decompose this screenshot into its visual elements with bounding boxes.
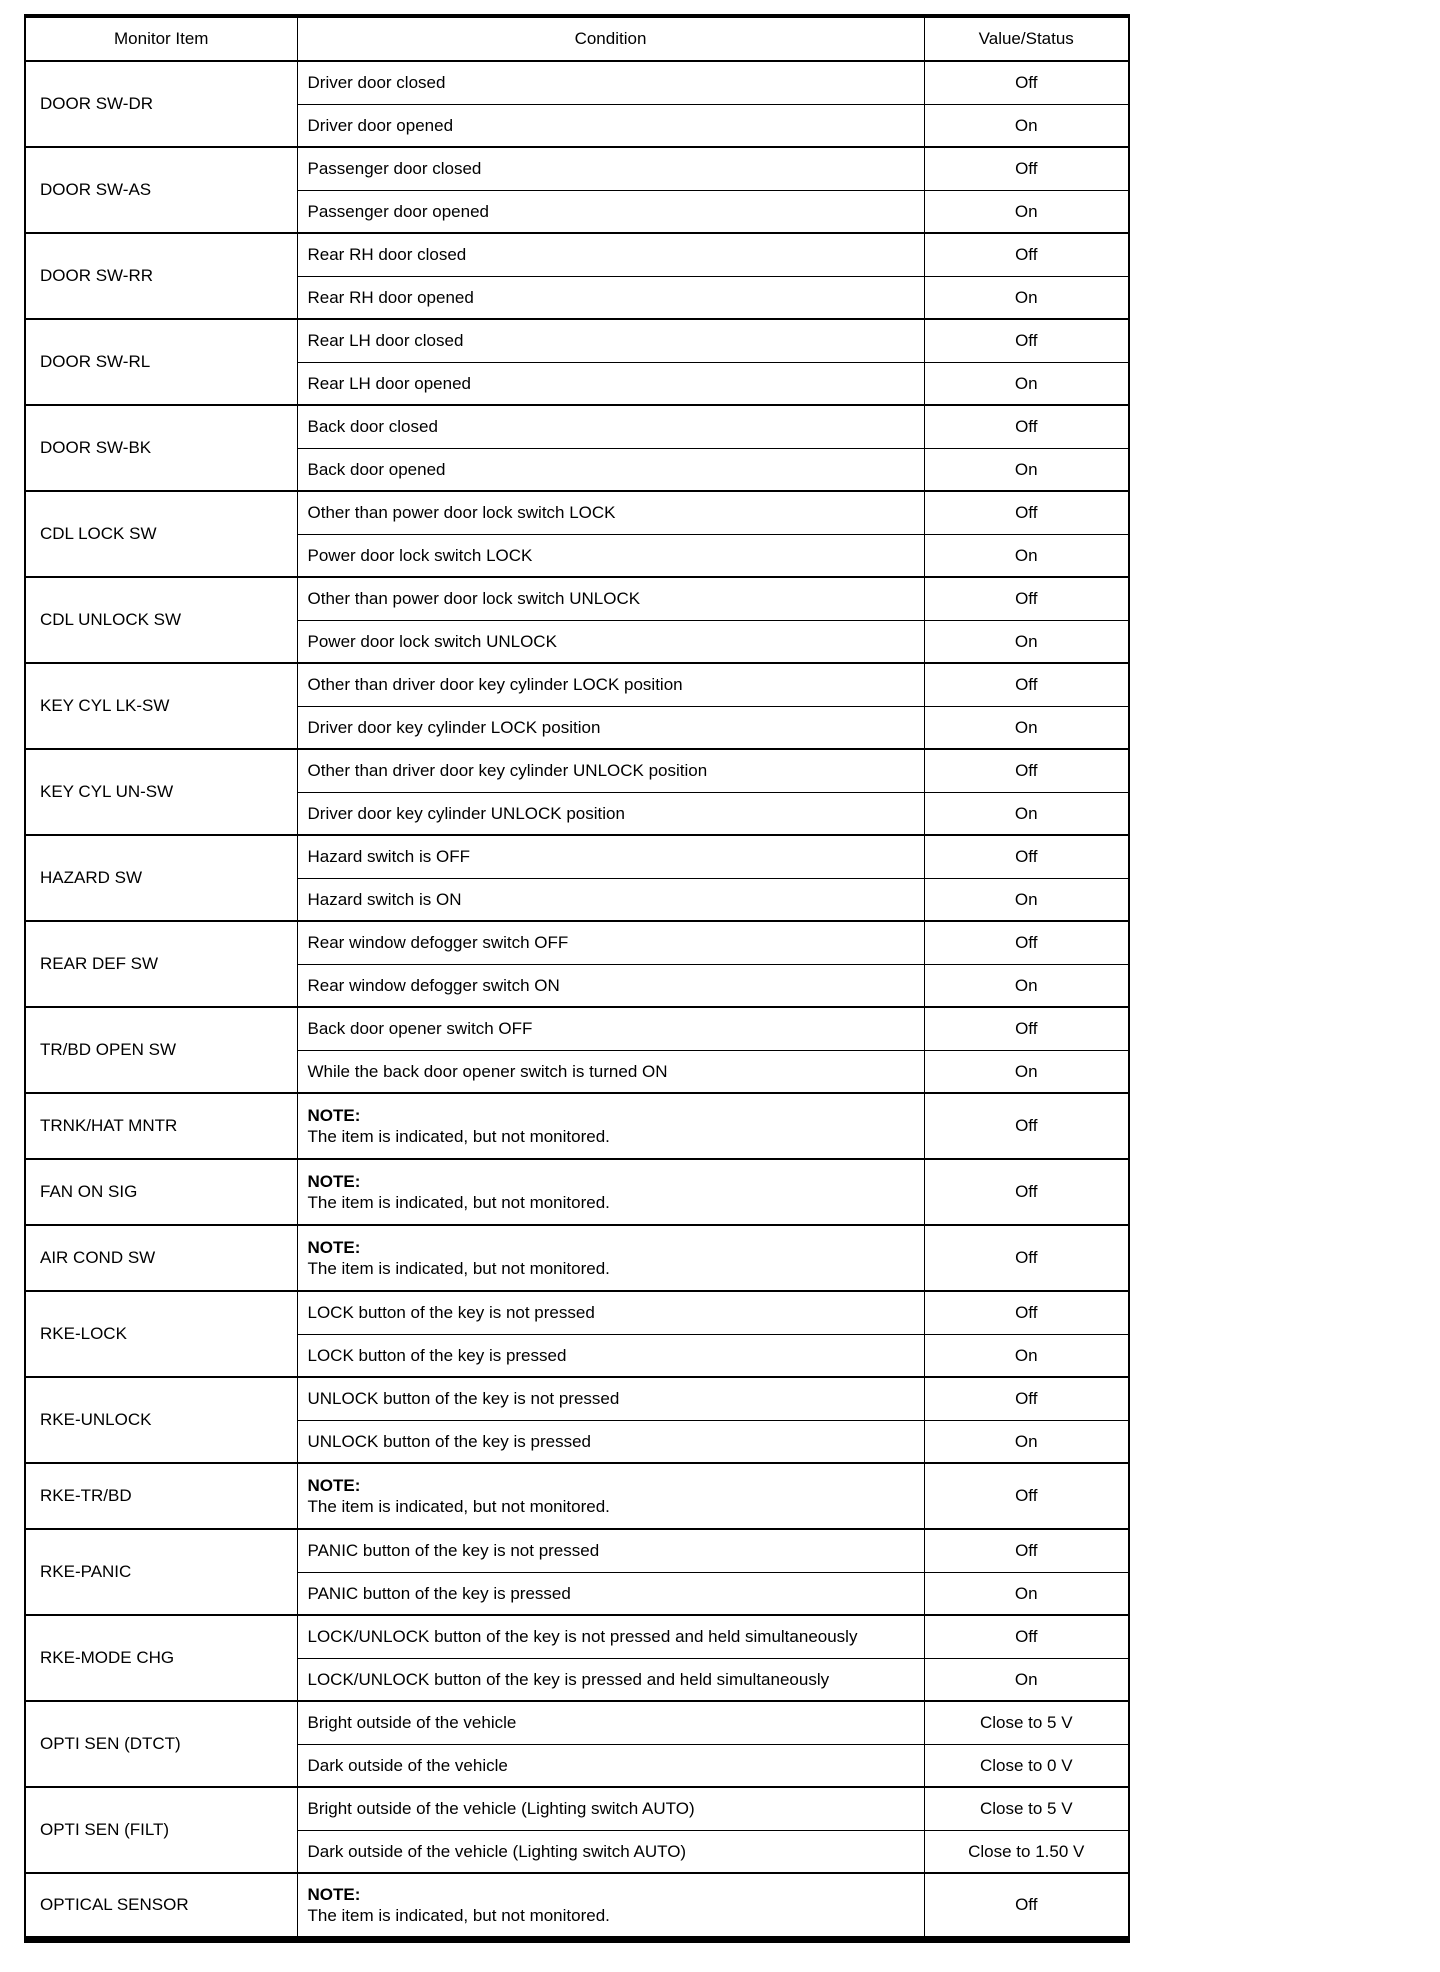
monitor-item-cell: RKE-LOCK: [25, 1291, 297, 1377]
table-row: [25, 61, 1129, 104]
table-row: [25, 577, 1129, 620]
header-value-status: Value/Status: [924, 16, 1129, 61]
condition-cell: Dark outside of the vehicle (Lighting switch AUTO): [297, 1830, 924, 1873]
condition-cell: While the back door opener switch is turned ON: [297, 1050, 924, 1093]
note-text: The item is indicated, but not monitored.: [307, 1193, 610, 1212]
monitor-item-cell: RKE-PANIC: [25, 1529, 297, 1615]
table-row: [25, 1615, 1129, 1658]
monitor-item-cell: KEY CYL UN-SW: [25, 749, 297, 835]
value-status-cell: On: [924, 1420, 1129, 1463]
note-text: The item is indicated, but not monitored.: [307, 1259, 610, 1278]
value-status-cell: Off: [924, 749, 1129, 792]
condition-cell: Back door opened: [297, 448, 924, 491]
table-header-row: [25, 16, 1129, 61]
value-status-cell: On: [924, 448, 1129, 491]
value-status-cell: Off: [924, 233, 1129, 276]
table-row: [25, 749, 1129, 792]
table-row: [25, 1093, 1129, 1159]
table-row: [25, 1463, 1129, 1529]
condition-cell: Other than driver door key cylinder LOCK position: [297, 663, 924, 706]
condition-cell: UNLOCK button of the key is pressed: [297, 1420, 924, 1463]
condition-cell: LOCK button of the key is not pressed: [297, 1291, 924, 1334]
condition-cell: [297, 1093, 924, 1159]
condition-cell: Power door lock switch LOCK: [297, 534, 924, 577]
value-status-cell: On: [924, 878, 1129, 921]
value-status-cell: Off: [924, 1093, 1129, 1159]
note-text: The item is indicated, but not monitored.: [307, 1127, 610, 1146]
value-status-cell: On: [924, 792, 1129, 835]
note-label: NOTE:: [307, 1237, 361, 1257]
value-status-cell: On: [924, 104, 1129, 147]
note-text: The item is indicated, but not monitored.: [307, 1905, 610, 1925]
table-body: [25, 61, 1129, 1939]
value-status-cell: Off: [924, 1615, 1129, 1658]
condition-cell: Hazard switch is ON: [297, 878, 924, 921]
value-status-cell: Off: [924, 577, 1129, 620]
monitor-item-cell: CDL UNLOCK SW: [25, 577, 297, 663]
value-status-cell: Off: [924, 921, 1129, 964]
value-status-cell: Off: [924, 147, 1129, 190]
condition-cell: Back door opener switch OFF: [297, 1007, 924, 1050]
value-status-cell: On: [924, 276, 1129, 319]
condition-cell: [297, 1463, 924, 1529]
condition-cell: Rear RH door closed: [297, 233, 924, 276]
condition-cell: [297, 1225, 924, 1291]
table-row: [25, 1377, 1129, 1420]
condition-cell: Other than driver door key cylinder UNLOCK position: [297, 749, 924, 792]
monitor-item-cell: DOOR SW-AS: [25, 147, 297, 233]
value-status-cell: On: [924, 1658, 1129, 1701]
condition-cell: PANIC button of the key is pressed: [297, 1572, 924, 1615]
table-row: [25, 491, 1129, 534]
monitor-item-cell: DOOR SW-RR: [25, 233, 297, 319]
table-header: [25, 16, 1129, 61]
monitor-item-cell: OPTI SEN (DTCT): [25, 1701, 297, 1787]
note-label: NOTE:: [307, 1884, 361, 1904]
note-text: The item is indicated, but not monitored.: [307, 1497, 610, 1516]
condition-cell: Rear LH door opened: [297, 362, 924, 405]
value-status-cell: Off: [924, 319, 1129, 362]
monitor-item-cell: RKE-TR/BD: [25, 1463, 297, 1529]
value-status-cell: Off: [924, 405, 1129, 448]
condition-cell: Driver door key cylinder UNLOCK position: [297, 792, 924, 835]
condition-cell: Rear LH door closed: [297, 319, 924, 362]
condition-cell: Power door lock switch UNLOCK: [297, 620, 924, 663]
table-row: [25, 1291, 1129, 1334]
value-status-cell: Off: [924, 1873, 1129, 1939]
value-status-cell: Off: [924, 663, 1129, 706]
note-label: NOTE:: [307, 1475, 361, 1495]
condition-cell: Rear window defogger switch ON: [297, 964, 924, 1007]
monitor-item-cell: AIR COND SW: [25, 1225, 297, 1291]
condition-cell: Rear RH door opened: [297, 276, 924, 319]
condition-cell: [297, 1873, 924, 1939]
monitor-item-cell: HAZARD SW: [25, 835, 297, 921]
table-row: [25, 147, 1129, 190]
value-status-cell: Off: [924, 1225, 1129, 1291]
condition-cell: LOCK button of the key is pressed: [297, 1334, 924, 1377]
table-row: [25, 319, 1129, 362]
condition-cell: Hazard switch is OFF: [297, 835, 924, 878]
monitor-item-cell: DOOR SW-BK: [25, 405, 297, 491]
condition-cell: Passenger door closed: [297, 147, 924, 190]
table-row: [25, 663, 1129, 706]
value-status-cell: Off: [924, 491, 1129, 534]
table-row: [25, 1159, 1129, 1225]
condition-cell: Rear window defogger switch OFF: [297, 921, 924, 964]
value-status-cell: Off: [924, 1291, 1129, 1334]
value-status-cell: Off: [924, 835, 1129, 878]
table-row: [25, 1701, 1129, 1744]
value-status-cell: Off: [924, 1007, 1129, 1050]
condition-cell: LOCK/UNLOCK button of the key is pressed and held simultaneously: [297, 1658, 924, 1701]
monitor-item-cell: DOOR SW-DR: [25, 61, 297, 147]
value-status-cell: Off: [924, 1377, 1129, 1420]
condition-cell: Driver door key cylinder LOCK position: [297, 706, 924, 749]
table-row: [25, 1225, 1129, 1291]
monitor-item-cell: CDL LOCK SW: [25, 491, 297, 577]
condition-cell: Driver door opened: [297, 104, 924, 147]
value-status-cell: Close to 0 V: [924, 1744, 1129, 1787]
condition-cell: LOCK/UNLOCK button of the key is not pressed and held simultaneously: [297, 1615, 924, 1658]
value-status-cell: On: [924, 362, 1129, 405]
value-status-cell: On: [924, 620, 1129, 663]
monitor-item-cell: RKE-UNLOCK: [25, 1377, 297, 1463]
monitor-item-cell: KEY CYL LK-SW: [25, 663, 297, 749]
monitor-item-cell: TR/BD OPEN SW: [25, 1007, 297, 1093]
condition-cell: Back door closed: [297, 405, 924, 448]
value-status-cell: Close to 1.50 V: [924, 1830, 1129, 1873]
value-status-cell: Off: [924, 1529, 1129, 1572]
value-status-cell: Close to 5 V: [924, 1787, 1129, 1830]
monitor-item-cell: RKE-MODE CHG: [25, 1615, 297, 1701]
condition-cell: UNLOCK button of the key is not pressed: [297, 1377, 924, 1420]
note-label: NOTE:: [307, 1171, 361, 1191]
value-status-cell: Off: [924, 1159, 1129, 1225]
table-row: [25, 1007, 1129, 1050]
note-label: NOTE:: [307, 1105, 361, 1125]
table-row: [25, 835, 1129, 878]
value-status-cell: Close to 5 V: [924, 1701, 1129, 1744]
table-row: [25, 1529, 1129, 1572]
header-condition: Condition: [297, 16, 924, 61]
table-row: [25, 1787, 1129, 1830]
condition-cell: Bright outside of the vehicle: [297, 1701, 924, 1744]
value-status-cell: On: [924, 964, 1129, 1007]
value-status-cell: On: [924, 190, 1129, 233]
condition-cell: Other than power door lock switch UNLOCK: [297, 577, 924, 620]
table-row: [25, 921, 1129, 964]
value-status-cell: Off: [924, 1463, 1129, 1529]
condition-cell: Passenger door opened: [297, 190, 924, 233]
monitor-item-cell: OPTI SEN (FILT): [25, 1787, 297, 1873]
condition-cell: [297, 1159, 924, 1225]
condition-cell: Driver door closed: [297, 61, 924, 104]
value-status-cell: On: [924, 1572, 1129, 1615]
condition-cell: Dark outside of the vehicle: [297, 1744, 924, 1787]
table-row: [25, 405, 1129, 448]
value-status-cell: Off: [924, 61, 1129, 104]
condition-cell: PANIC button of the key is not pressed: [297, 1529, 924, 1572]
header-monitor-item: Monitor Item: [25, 16, 297, 61]
monitor-item-cell: OPTICAL SENSOR: [25, 1873, 297, 1939]
monitor-item-cell: DOOR SW-RL: [25, 319, 297, 405]
condition-cell: Other than power door lock switch LOCK: [297, 491, 924, 534]
monitor-item-cell: TRNK/HAT MNTR: [25, 1093, 297, 1159]
condition-cell: Bright outside of the vehicle (Lighting switch AUTO): [297, 1787, 924, 1830]
value-status-cell: On: [924, 1334, 1129, 1377]
monitor-item-cell: REAR DEF SW: [25, 921, 297, 1007]
value-status-cell: On: [924, 1050, 1129, 1093]
monitor-item-cell: FAN ON SIG: [25, 1159, 297, 1225]
table-row: [25, 1873, 1129, 1939]
value-status-cell: On: [924, 534, 1129, 577]
data-monitor-table: [24, 14, 1130, 1943]
value-status-cell: On: [924, 706, 1129, 749]
table-row: [25, 233, 1129, 276]
